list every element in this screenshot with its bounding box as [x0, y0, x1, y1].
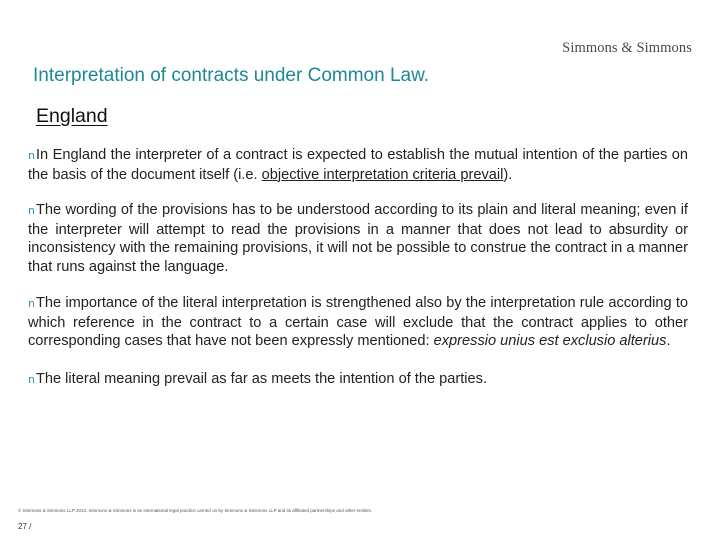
slide-subtitle: England [36, 105, 108, 127]
bullet-item [28, 146, 688, 184]
bullet-marker-icon: n [28, 372, 35, 386]
bullet-text: The wording of the provisions has to be understood according to its plain and literal meaning; even if the interpreter will attempt to read the provisions in a manner that does not lead to absurdity or inconsistency with the remaining provisions, it will not be possible to construe the contract in a manner that runs against the language. [28, 202, 688, 275]
bullet-item [28, 294, 688, 351]
bullet-text: The importance of the literal interpretation is strengthened also by the interpretation rule according to which reference in the contract to a certain case will exclude that the contract applies to other corresponding cases that have not been expressly mentioned: [28, 295, 688, 349]
bullet-text-underlined: objective interpretation criteria prevail [261, 166, 504, 183]
bullet-marker-icon: n [28, 149, 35, 162]
simmons-logo: Simmons & Simmons [562, 40, 692, 56]
bullet-marker-icon: n [28, 297, 35, 310]
bullet-text: In England the interpreter of a contract is expected to establish the mutual intention of the parties on the basis of the document itself (i.e. [28, 147, 688, 183]
bullet-text-italic: expressio unius est exclusio alterius [433, 333, 667, 349]
bullet-text: ). [503, 166, 513, 183]
bullet-item [28, 370, 688, 390]
bullet-list [28, 146, 688, 389]
bullet-text: . [666, 333, 671, 349]
footer-copyright: © Simmons & Simmons LLP 2013. Simmons & Simmons is an international legal practice carried on by Simmons & Simmons LLP and its affiliated partnerships and other entities. [18, 508, 372, 513]
page-number: 27 / [18, 522, 32, 531]
bullet-item [28, 201, 688, 276]
bullet-text: The literal meaning prevail as far as meets the intention of the parties. [35, 370, 488, 387]
slide-title: Interpretation of contracts under Common Law. [33, 65, 430, 86]
bullet-marker-icon: n [28, 204, 35, 217]
